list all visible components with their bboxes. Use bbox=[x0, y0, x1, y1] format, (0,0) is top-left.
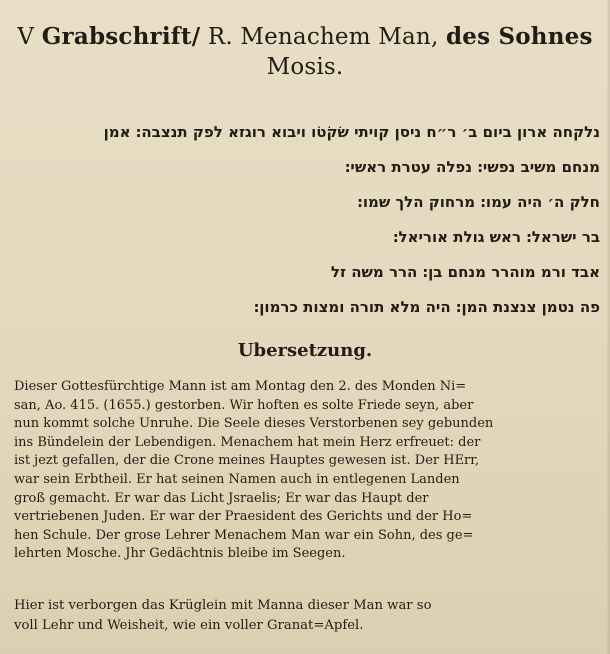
title-name: R. Menachem Man, bbox=[207, 24, 439, 50]
hebrew-line: חלק ה׳ היה עמו׃ מרחוק הלך שמו׃ bbox=[357, 193, 600, 211]
hebrew-line: בר ישראל׃ ראש גולת אוריאל׃ bbox=[392, 228, 600, 246]
hebrew-line: מנחם משיב נפשי׃ נפלה עטרת ראשי׃ bbox=[344, 158, 600, 176]
page-edge-shadow bbox=[606, 0, 610, 654]
translation-line: lehrten Mosche. Jhr Gedächtnis bleibe im Seegen. bbox=[14, 546, 346, 562]
hebrew-line: פה נטמן צנצנת המן׃ היה מלא תורה ומצות כרמון׃ bbox=[253, 298, 600, 316]
translation-body bbox=[14, 378, 602, 564]
translation-line: vertriebenen Juden. Er war der Praesident des Gerichts und der Ho= bbox=[14, 509, 473, 525]
translation-heading: Ubersetzung. bbox=[237, 340, 373, 361]
title-line-1 bbox=[0, 22, 610, 52]
translation-line: ins Bündelein der Lebendigen. Menachem hat mein Herz erfreuet: der bbox=[14, 434, 481, 450]
translation-line: war sein Erbtheil. Er hat seinen Namen auch in entlegenen Landen bbox=[14, 471, 460, 487]
title-roman-numeral: V bbox=[17, 24, 35, 50]
translation-line: groß gemacht. Er war das Licht Jsraelis; Er war das Haupt der bbox=[14, 490, 429, 506]
title-des-sohnes: des Sohnes bbox=[445, 23, 593, 50]
title-line-2: Mosis. bbox=[266, 54, 344, 80]
epitaph-title bbox=[0, 22, 610, 82]
hebrew-line: אבד ורמ מוהרר מנחם בן׃ הרר משה זל bbox=[330, 263, 600, 281]
closing-line: voll Lehr und Weisheit, wie ein voller Granat=Apfel. bbox=[14, 618, 364, 633]
translation-line: san, Ao. 415. (1655.) gestorben. Wir hoften es solte Friede seyn, aber bbox=[14, 397, 474, 413]
translation-line: nun kommt solche Unruhe. Die Seele dieses Verstorbenen sey gebunden bbox=[14, 416, 494, 432]
translation-line: hen Schule. Der grose Lehrer Menachem Man war ein Sohn, des ge= bbox=[14, 527, 474, 543]
translation-line: Dieser Gottesfürchtige Mann ist am Montag den 2. des Monden Ni= bbox=[14, 379, 467, 394]
closing-paragraph bbox=[14, 596, 602, 636]
hebrew-line: נלקחה ארון ביום ב׳ ר״ח ניסן קויתי שׂקׂטׂו ויבוא רוגזא לפק תנצבה׃ אמן bbox=[103, 123, 600, 141]
hebrew-inscription bbox=[18, 115, 600, 325]
translation-line: ist jezt gefallen, der die Crone meines Hauptes gewesen ist. Der HErr, bbox=[14, 453, 480, 469]
closing-line: Hier ist verborgen das Krüglein mit Manna dieser Man war so bbox=[14, 598, 432, 613]
title-grabschrift: Grabschrift/ bbox=[41, 23, 201, 50]
